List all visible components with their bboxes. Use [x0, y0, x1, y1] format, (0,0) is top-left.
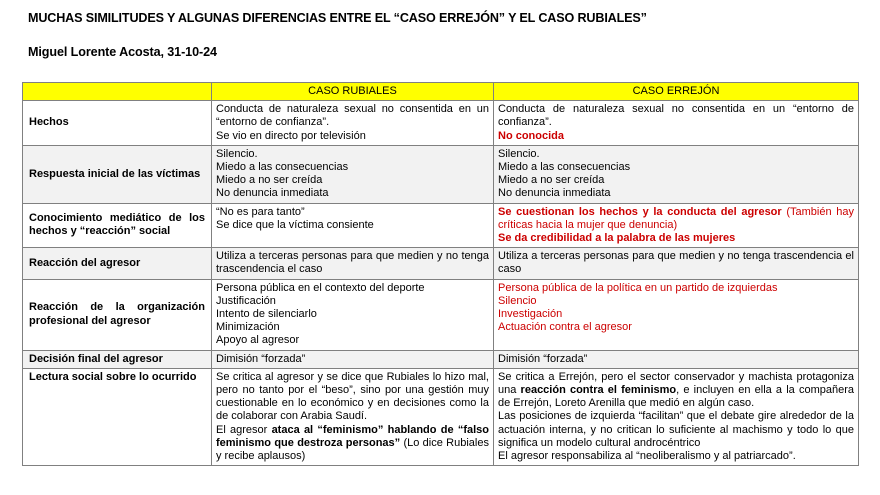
table-row: [23, 368, 859, 465]
cell-errejon-reaccion-agresor: Utiliza a terceras personas para que medien y no tenga trascendencia el caso: [494, 248, 859, 279]
cell-rubiales-lectura-social: Se critica al agresor y se dice que Rubiales lo hizo mal, pero no tanto por el “beso”, sino por una gestión muy cuestionable en lo económico y en decisiones como la de colaborar con Arabia Saudí. El agresor ataca al “feminismo” hablando de “falso feminismo que destroza personas” (Lo dice Rubiales y recibe aplausos): [212, 368, 494, 465]
cell-rubiales-decision-final: Dimisión “forzada”: [212, 350, 494, 368]
cell-errejon-decision-final: Dimisión “forzada”: [494, 350, 859, 368]
table-header-caso-errejon: CASO ERREJÓN: [494, 83, 859, 101]
table-row: [23, 350, 859, 368]
table-header: [23, 83, 859, 101]
cell-rubiales-reaccion-agresor: Utiliza a terceras personas para que medien y no tenga trascendencia el caso: [212, 248, 494, 279]
cell-errejon-reaccion-organizacion: Persona pública de la política en un partido de izquierdas Silencio Investigación Actuación contra el agresor: [494, 279, 859, 350]
row-label-respuesta-inicial: Respuesta inicial de las víctimas: [23, 145, 212, 203]
cell-rubiales-hechos: Conducta de naturaleza sexual no consentida en un “entorno de confianza”. Se vio en directo por televisión: [212, 101, 494, 146]
lectura-rubiales-p2-b: (Lo dice Rubiales y recibe aplausos): [216, 436, 489, 463]
table-row: [23, 203, 859, 248]
row-label-decision-final: Decisión final del agresor: [23, 350, 212, 368]
cell-errejon-respuesta-inicial: Silencio. Miedo a las consecuencias Miedo a no ser creída No denuncia inmediata: [494, 145, 859, 203]
comparison-table: [22, 82, 859, 466]
table-row: [23, 101, 859, 146]
table-row: [23, 145, 859, 203]
cell-errejon-lectura-social: Se critica a Errejón, pero el sector conservador y machista protagoniza una reacción contra el feminismo, e incluyen en ella a la compañera de Errejón, Loreto Arenilla que medió en algún caso. Las posiciones de izquierda “facilitan” que el debate gire alrededor de la actuación interna, y no critican lo suficiente al machismo y todo lo que significa un modelo cultural androcéntrico El agresor responsabiliza al “neoliberalismo y al patriarcado”.: [494, 368, 859, 465]
row-label-conocimiento-mediatico: Conocimiento mediático de los hechos y “reacción” social: [23, 203, 212, 248]
author-date-line: Miguel Lorente Acosta, 31-10-24: [28, 45, 217, 59]
cell-rubiales-reaccion-organizacion: Persona pública en el contexto del deporte Justificación Intento de silenciarlo Minimización Apoyo al agresor: [212, 279, 494, 350]
lectura-rubiales-p2-a: El agresor: [216, 423, 272, 436]
table-header-corner: [23, 83, 212, 101]
lectura-errejon-p1-bold: reacción contra el feminismo: [520, 384, 677, 397]
cell-errejon-conocimiento-mediatico: Se cuestionan los hechos y la conducta del agresor (También hay críticas hacia la mujer que denuncia) Se da credibilidad a la palabra de las mujeres: [494, 203, 859, 248]
lectura-rubiales-p2-bold: ataca al “feminismo” hablando de “falso feminismo que destroza personas”: [216, 423, 489, 449]
row-label-lectura-social: Lectura social sobre lo ocurrido: [23, 368, 212, 465]
page-title: MUCHAS SIMILITUDES Y ALGUNAS DIFERENCIAS ENTRE EL “CASO ERREJÓN” Y EL CASO RUBIALES”: [28, 11, 647, 25]
cell-errejon-hechos: Conducta de naturaleza sexual no consentida en un “entorno de confianza”. No conocida: [494, 101, 859, 146]
table-body: [23, 101, 859, 466]
row-label-reaccion-organizacion: Reacción de la organización profesional del agresor: [23, 279, 212, 350]
row-label-reaccion-agresor: Reacción del agresor: [23, 248, 212, 279]
lectura-errejon-p1-a: Se critica a Errejón, pero el sector conservador y machista protagoniza una: [498, 370, 854, 397]
table-row: [23, 248, 859, 279]
lectura-errejon-p1-b: , e incluyen en ella a la compañera de Errejón, Loreto Arenilla que medió en algún caso.: [498, 384, 855, 410]
table-row: [23, 279, 859, 350]
cell-rubiales-respuesta-inicial: Silencio. Miedo a las consecuencias Miedo a no ser creída No denuncia inmediata: [212, 145, 494, 203]
table-header-row: [23, 83, 859, 101]
row-label-hechos: Hechos: [23, 101, 212, 146]
cell-rubiales-conocimiento-mediatico: “No es para tanto” Se dice que la víctima consiente: [212, 203, 494, 248]
table-header-caso-rubiales: CASO RUBIALES: [212, 83, 494, 101]
